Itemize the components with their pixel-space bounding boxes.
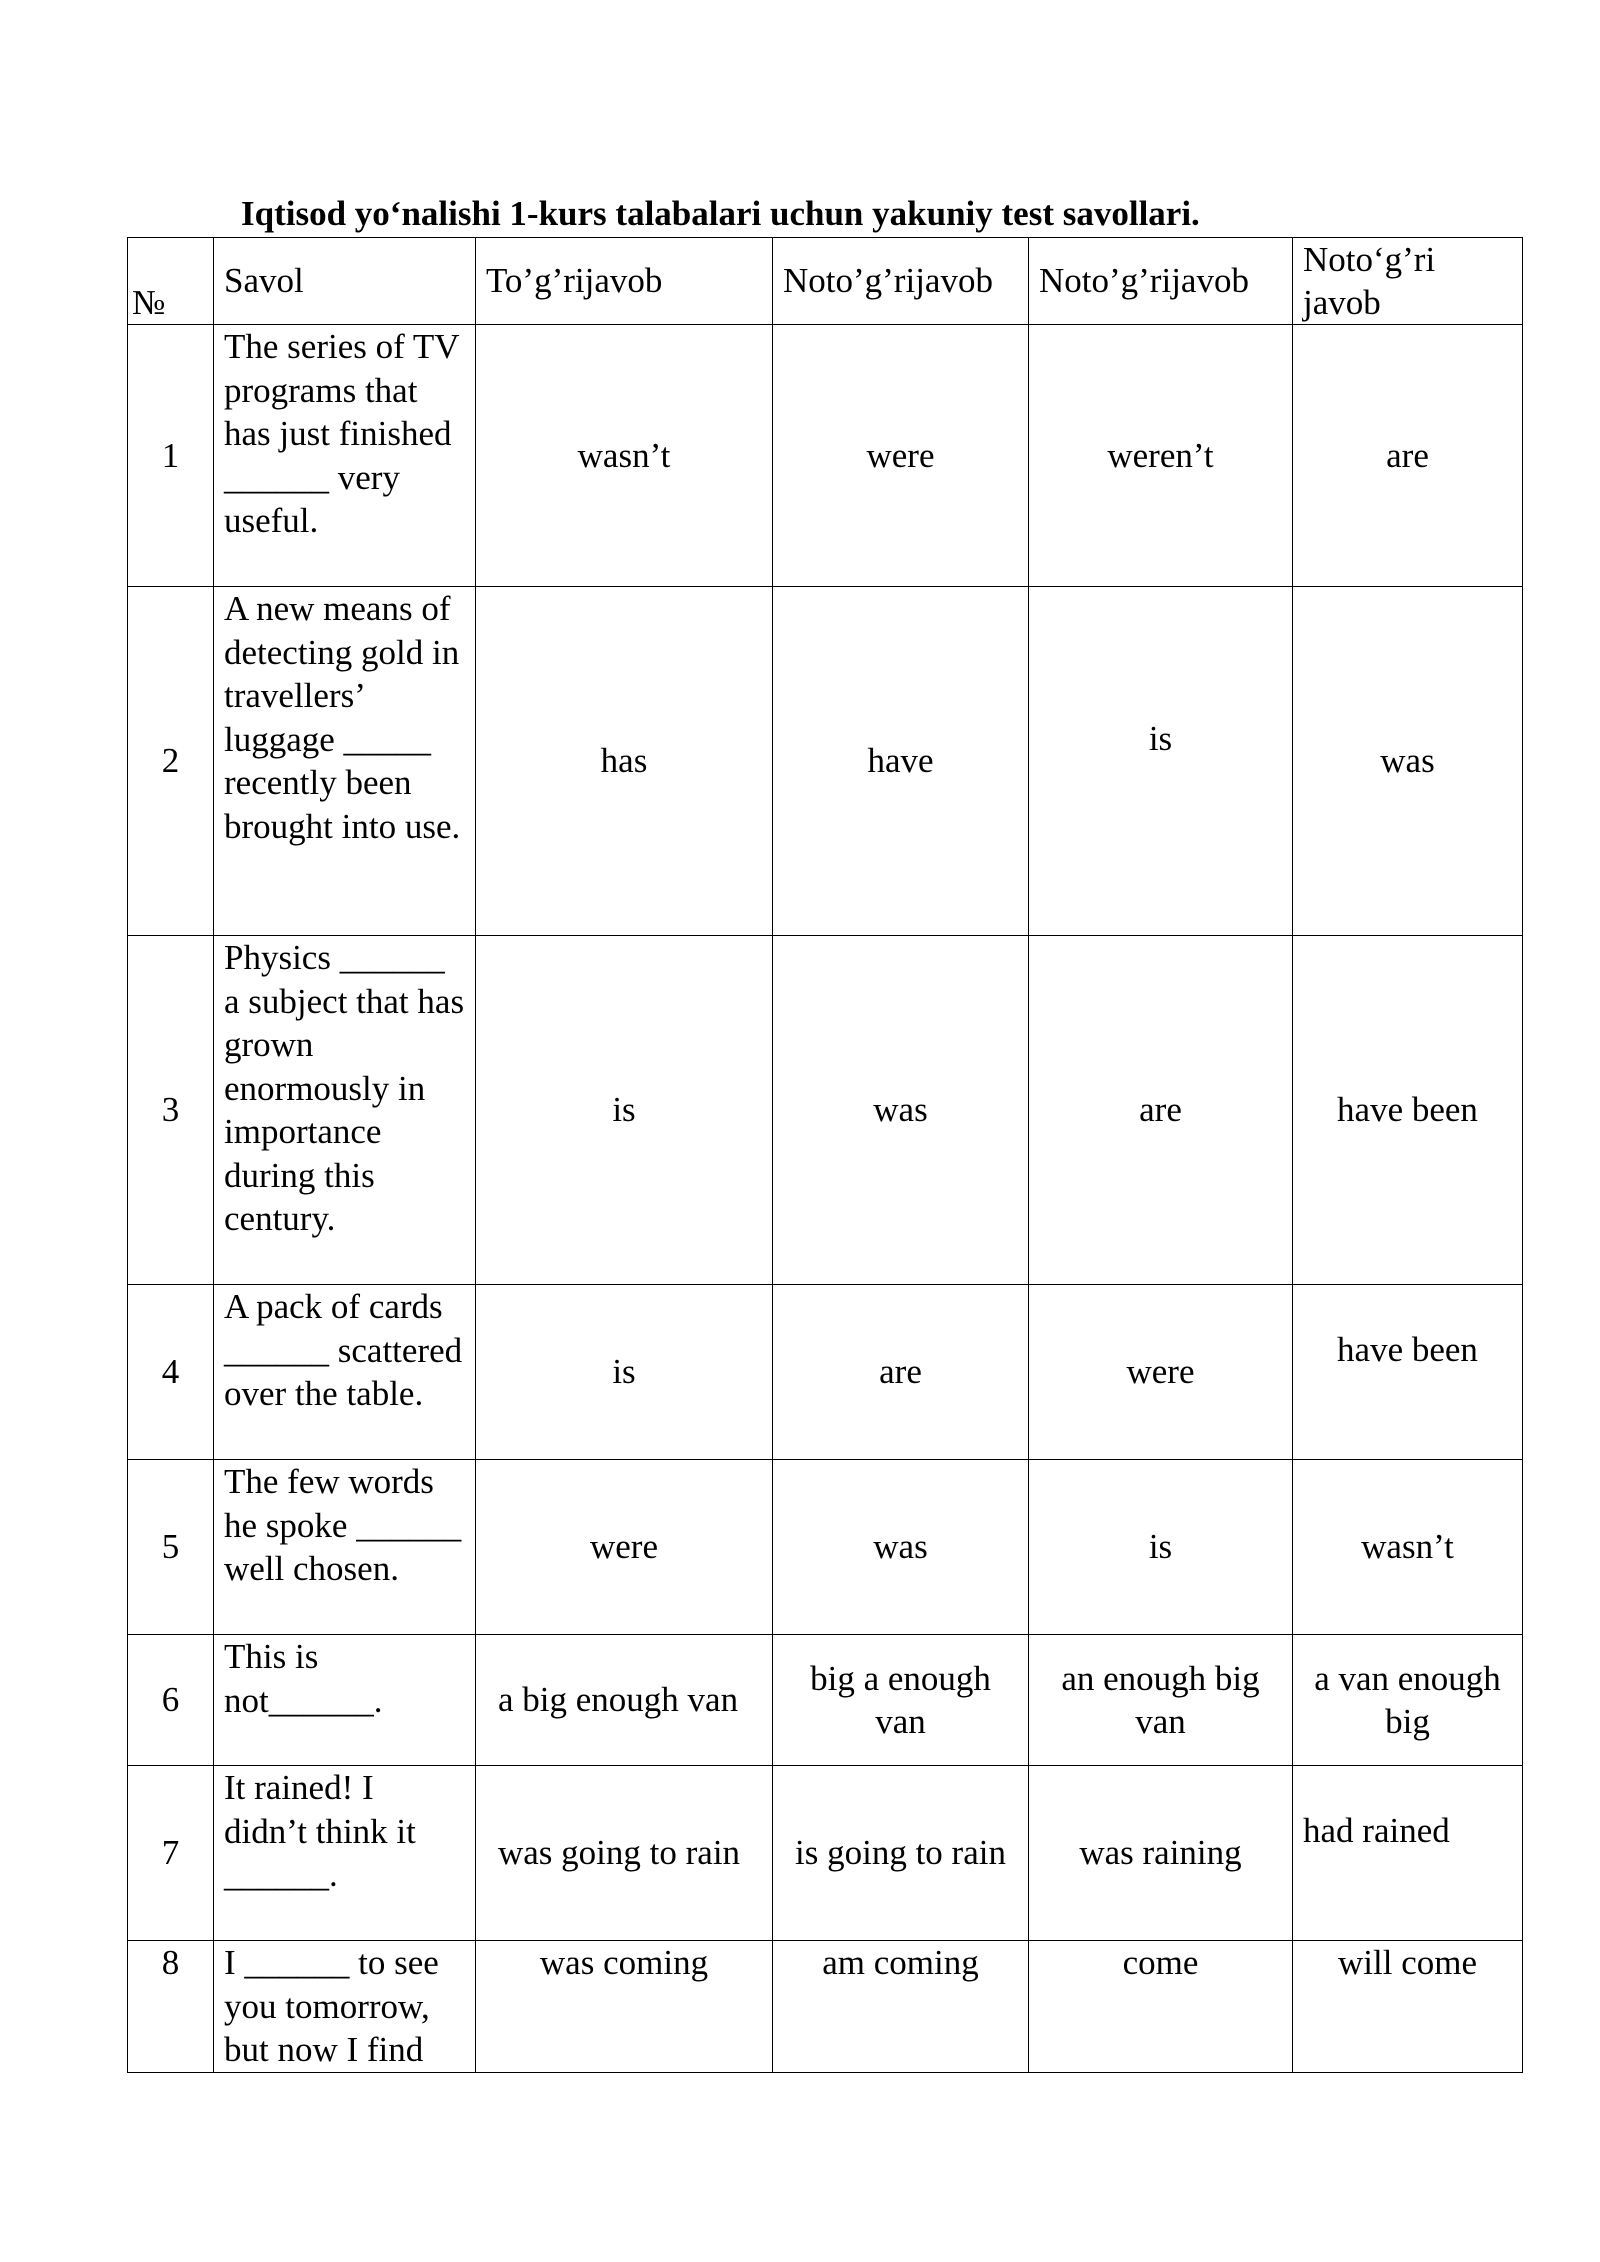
correct-answer bbox=[476, 1766, 773, 1941]
correct-answer: is bbox=[476, 936, 773, 1285]
question-text: The few words he spoke ______ well chosen. bbox=[214, 1460, 476, 1635]
page-title: Iqtisod yo‘nalishi 1-kurs talabalari uchun yakuniy test savollari. bbox=[241, 194, 1200, 233]
row-number: 7 bbox=[128, 1766, 214, 1941]
question-text: Physics ______ a subject that has grown enormously in importance during this century. bbox=[214, 936, 476, 1285]
wrong-answer-3: have been bbox=[1293, 936, 1523, 1285]
header-question: Savol bbox=[214, 238, 476, 325]
correct-answer: were bbox=[476, 1460, 773, 1635]
wrong-answer-1: were bbox=[773, 325, 1029, 587]
wrong-answer-1: was bbox=[773, 936, 1029, 1285]
wrong-answer-2-text: is bbox=[1148, 719, 1173, 759]
wrong-answer-1-text: is going to rain bbox=[795, 1833, 1006, 1873]
wrong-answer-3 bbox=[1293, 1285, 1523, 1460]
correct-answer: wasn’t bbox=[476, 325, 773, 587]
wrong-answer-3: a van enough big bbox=[1293, 1635, 1523, 1766]
wrong-answer-1: have bbox=[773, 587, 1029, 936]
table-row bbox=[128, 1766, 1523, 1941]
wrong-answer-1: are bbox=[773, 1285, 1029, 1460]
wrong-answer-2: come bbox=[1029, 1941, 1293, 2073]
wrong-answer-3: wasn’t bbox=[1293, 1460, 1523, 1635]
correct-answer bbox=[476, 1635, 773, 1766]
table-row bbox=[128, 325, 1523, 587]
wrong-answer-2: is bbox=[1029, 1460, 1293, 1635]
wrong-answer-3-text: had rained bbox=[1303, 1811, 1450, 1851]
table-row bbox=[128, 1941, 1523, 2073]
header-wrong-answer-2: Noto’g’rijavob bbox=[1029, 238, 1293, 325]
wrong-answer-2 bbox=[1029, 587, 1293, 936]
wrong-answer-1: was bbox=[773, 1460, 1029, 1635]
wrong-answer-3: will come bbox=[1293, 1941, 1523, 2073]
row-number: 6 bbox=[128, 1635, 214, 1766]
wrong-answer-1: am coming bbox=[773, 1941, 1029, 2073]
question-text: I ______ to see you tomorrow, but now I find bbox=[214, 1941, 476, 2073]
correct-answer-text: was going to rain bbox=[498, 1833, 741, 1873]
row-number: 1 bbox=[128, 325, 214, 587]
correct-answer: has bbox=[476, 587, 773, 936]
wrong-answer-1 bbox=[773, 1766, 1029, 1941]
row-number: 2 bbox=[128, 587, 214, 936]
test-questions-table bbox=[127, 237, 1523, 2073]
header-wrong-answer-1: Noto’g’rijavob bbox=[773, 238, 1029, 325]
correct-answer-text: a big enough van bbox=[498, 1680, 739, 1720]
table-row bbox=[128, 1635, 1523, 1766]
wrong-answer-2: are bbox=[1029, 936, 1293, 1285]
correct-answer: was coming bbox=[476, 1941, 773, 2073]
wrong-answer-2: weren’t bbox=[1029, 325, 1293, 587]
wrong-answer-3 bbox=[1293, 1766, 1523, 1941]
table-row bbox=[128, 1285, 1523, 1460]
wrong-answer-2: was raining bbox=[1029, 1766, 1293, 1941]
correct-answer: is bbox=[476, 1285, 773, 1460]
question-text: It rained! I didn’t think it ______. bbox=[214, 1766, 476, 1941]
wrong-answer-2: were bbox=[1029, 1285, 1293, 1460]
header-wrong-answer-3: Noto‘g’ri javob bbox=[1293, 238, 1523, 325]
question-text: This is not______. bbox=[214, 1635, 476, 1766]
header-number: № bbox=[128, 238, 214, 325]
row-number: 3 bbox=[128, 936, 214, 1285]
question-text: A new means of detecting gold in travellers’ luggage _____ recently been brought into use. bbox=[214, 587, 476, 936]
table-row bbox=[128, 936, 1523, 1285]
header-correct-answer: To’g’rijavob bbox=[476, 238, 773, 325]
question-text: A pack of cards ______ scattered over the table. bbox=[214, 1285, 476, 1460]
table-row bbox=[128, 587, 1523, 936]
table-row bbox=[128, 1460, 1523, 1635]
wrong-answer-3-text: have been bbox=[1337, 1330, 1478, 1370]
question-text: The series of TV programs that has just finished ______ very useful. bbox=[214, 325, 476, 587]
wrong-answer-1: big a enough van bbox=[773, 1635, 1029, 1766]
row-number: 5 bbox=[128, 1460, 214, 1635]
wrong-answer-2: an enough big van bbox=[1029, 1635, 1293, 1766]
row-number: 4 bbox=[128, 1285, 214, 1460]
wrong-answer-3: are bbox=[1293, 325, 1523, 587]
row-number: 8 bbox=[128, 1941, 214, 2073]
wrong-answer-3: was bbox=[1293, 587, 1523, 936]
table-header-row bbox=[128, 238, 1523, 325]
